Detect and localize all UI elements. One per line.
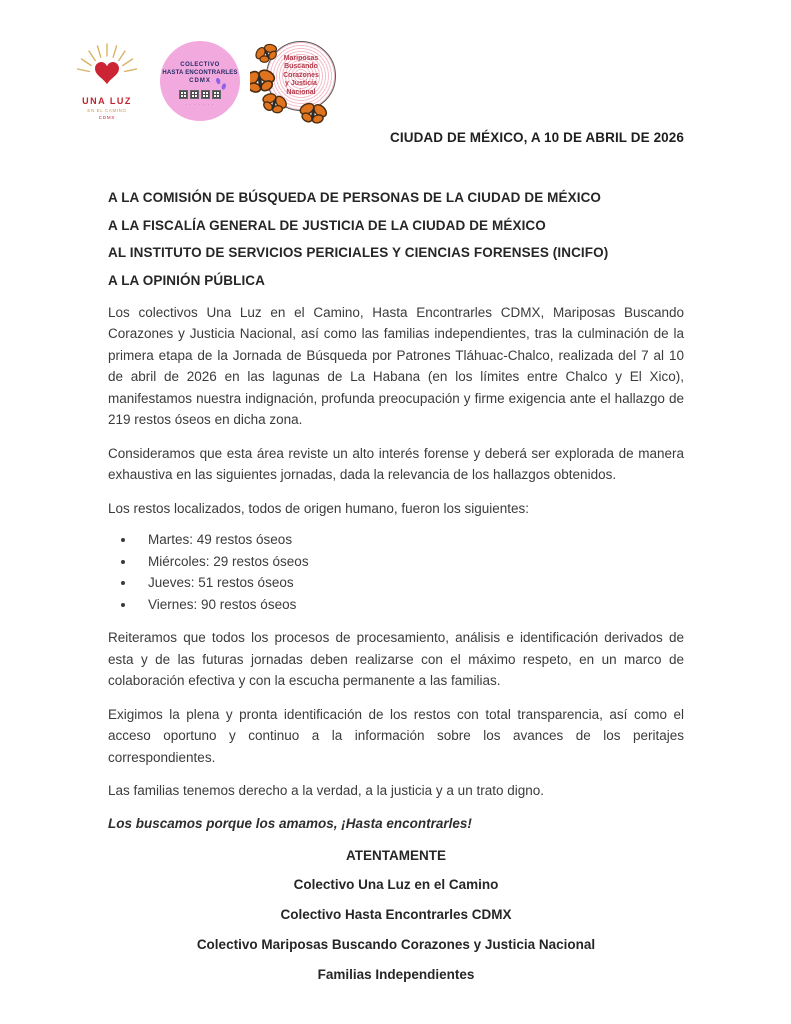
mariposas-line3: y Justicia <box>285 80 317 88</box>
date-line: CIUDAD DE MÉXICO, A 10 DE ABRIL DE 2026 <box>390 130 684 145</box>
signature-line: Familias Independientes <box>317 966 475 982</box>
paragraph-intro: Los colectivos Una Luz en el Camino, Hasta Encontrarles CDMX, Mariposas Buscando Corazones y Justicia Nacional, así como las familias independientes, tras la culminación de la primera etapa de la Jornada de Búsqueda por Patrones Tláhuac-Chalco, realizada del 7 al 10 de abril de 2026 en las lagunas de La Habana (en los límites entre Chalco y El Xico), manifestamos nuestra indignación, profunda preocupación y firme exigencia ante el hallazgo de 219 restos óseos en dicha zona. <box>108 304 684 427</box>
slogan-line: Los buscamos porque los amamos, ¡Hasta encontrarles! <box>108 815 472 831</box>
una-luz-title: UNA LUZ <box>82 96 132 106</box>
signature-line: Colectivo Una Luz en el Camino <box>293 876 499 892</box>
paragraph-forensic-interest: Consideramos que esta área reviste un alto interés forense y deberá ser explorada de manera exhaustiva en las siguientes jornadas, dada la relevancia de los hallazgos obtenidos. <box>108 445 684 482</box>
signature-line: Colectivo Mariposas Buscando Corazones y Justicia Nacional <box>196 936 596 952</box>
paragraph-rights: Las familias tenemos derecho a la verdad, a la justicia y a un trato digno. <box>108 783 544 798</box>
finding-item: • Viernes: 90 restos óseos <box>136 594 684 616</box>
recipient-line: A LA OPINIÓN PÚBLICA <box>108 272 265 288</box>
finding-item: • Miércoles: 29 restos óseos <box>136 551 684 573</box>
hasta-logo-line1: COLECTIVO <box>180 62 220 68</box>
paragraph-findings-intro: Los restos localizados, todos de origen humano, fueron los siguientes: <box>108 500 530 516</box>
hasta-logo-line2: HASTA ENCONTRARLES <box>162 70 238 76</box>
recipient-line: A LA FISCALÍA GENERAL DE JUSTICIA DE LA CIUDAD DE MÉXICO <box>108 217 546 233</box>
una-luz-subtitle: EN EL CAMINO <box>87 108 127 113</box>
recipient-line: A LA COMISIÓN DE BÚSQUEDA DE PERSONAS DE LA CIUDAD DE MÉXICO <box>108 190 602 205</box>
una-luz-location: CDMX <box>98 115 116 120</box>
hasta-logo-dots: · · · · · · · <box>185 102 215 107</box>
recipient-line: AL INSTITUTO DE SERVICIOS PERICIALES Y CIENCIAS FORENSES (INCIFO) <box>108 245 609 260</box>
paragraph-identification-demand: Exigimos la plena y pronta identificación de los restos con total transparencia, así como el acceso oportuno y continuo a la información sobre los avances de los peritajes correspondientes. <box>108 706 684 765</box>
finding-item: • Jueves: 51 restos óseos <box>136 572 684 594</box>
hasta-logo-line3: CDMX <box>189 78 211 84</box>
mariposas-line4: Nacional <box>286 88 316 96</box>
closing-word: ATENTAMENTE <box>346 847 446 863</box>
finding-item: • Martes: 49 restos óseos <box>136 529 684 551</box>
recipients-block <box>108 189 684 290</box>
paragraph-processing-demand: Reiteramos que todos los procesos de procesamiento, análisis e identificación derivados de esta y de las futuras jornadas deben realizarse con el máximo respeto, en un marco de colaboración efectiva y con la escucha permanente a las familias. <box>108 630 684 688</box>
mariposas-line1: Mariposas <box>283 54 319 62</box>
signature-line: Colectivo Hasta Encontrarles CDMX <box>280 906 512 922</box>
findings-list <box>136 529 684 615</box>
mariposas-line2: Buscando Corazones <box>283 63 319 79</box>
